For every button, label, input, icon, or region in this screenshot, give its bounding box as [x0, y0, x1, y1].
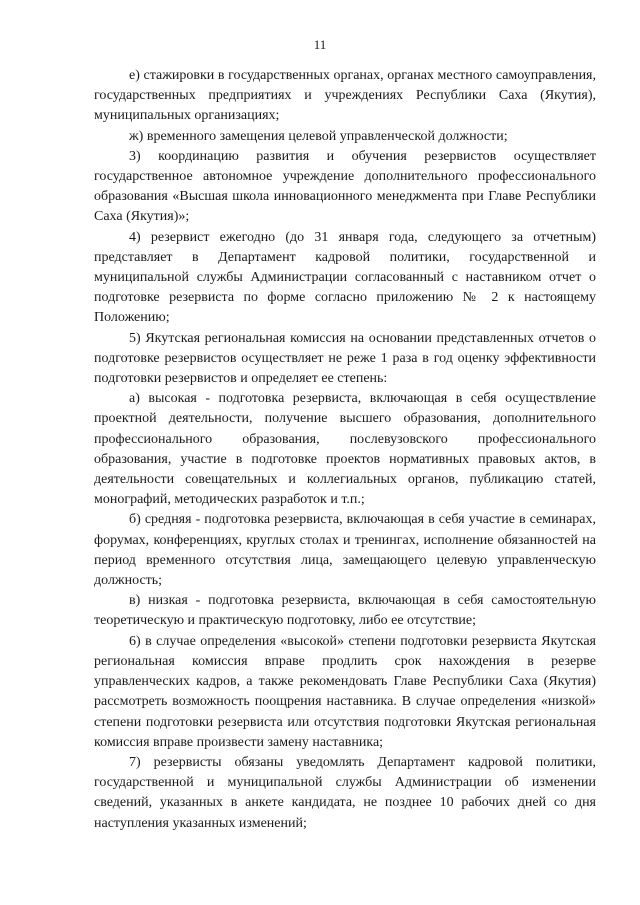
document-body — [94, 66, 596, 834]
paragraph-temporary-replacement: ж) временного замещения целевой управленческой должности; — [129, 128, 508, 144]
paragraph-internship: е) стажировки в государственных органах, органах местного самоуправления, государственных предприятиях и учреждениях Республики Саха (Якутия), муниципальных организациях; — [94, 68, 596, 124]
paragraph-notification-duty: 7) резервисты обязаны уведомлять Департамент кадровой политики, государственной и муниципальной службы Администрации об изменении сведений, указанных в анкете кандидата, не позднее 10 рабочих дней со дня наступления указанных изменений; — [94, 754, 596, 831]
page-number: 11 — [313, 37, 327, 52]
paragraph-high-low-consequences: 6) в случае определения «высокой» степени подготовки резервиста Якутская региональная комиссия вправе продлить срок нахождения в резерве управленческих кадров, а также рекомендовать Главе Республики Саха (Якутия) рассмотреть возможность поощрения наставника. В случае определения «низкой» степени подготовки резервиста или отсутствия подготовки Якутская региональная комиссия вправе произвести замену наставника; — [94, 633, 596, 750]
paragraph-commission-evaluation: 5) Якутская региональная комиссия на основании представленных отчетов о подготовке резервистов осуществляет не реже 1 раза в год оценку эффективности подготовки резервистов и определяет ее степень: — [94, 330, 596, 387]
paragraph-level-high: а) высокая - подготовка резервиста, включающая в себя осуществление проектной деятельности, получение высшего образования, дополнительного профессионального образования, послевузовского профессионального образования, участие в подготовке проектов нормативных правовых актов, в деятельности совещательных и коллегиальных органов, публикацию статей, монографий, методических разработок и т.п.; — [94, 391, 596, 508]
paragraph-coordination: 3) координацию развития и обучения резервистов осуществляет государственное автономное учреждение дополнительного профессионального образования «Высшая школа инновационного менеджмента при Главе Республики Саха (Якутия)»; — [94, 148, 596, 225]
paragraph-annual-report: 4) резервист ежегодно (до 31 января года, следующего за отчетным) представляет в Департамент кадровой политики, государственной и муниципальной службы Администрации согласованный с наставником отчет о подготовке резервиста по форме согласно приложению № 2 к настоящему Положению; — [94, 229, 596, 326]
paragraph-level-medium: б) средняя - подготовка резервиста, включающая в себя участие в семинарах, форумах, конференциях, круглых столах и тренингах, исполнение обязанностей на период временного отсутствия лица, замещающего целевую управленческую должность; — [94, 512, 596, 589]
paragraph-level-low: в) низкая - подготовка резервиста, включающая в себя самостоятельную теоретическую и практическую подготовку, либо ее отсутствие; — [94, 593, 596, 629]
